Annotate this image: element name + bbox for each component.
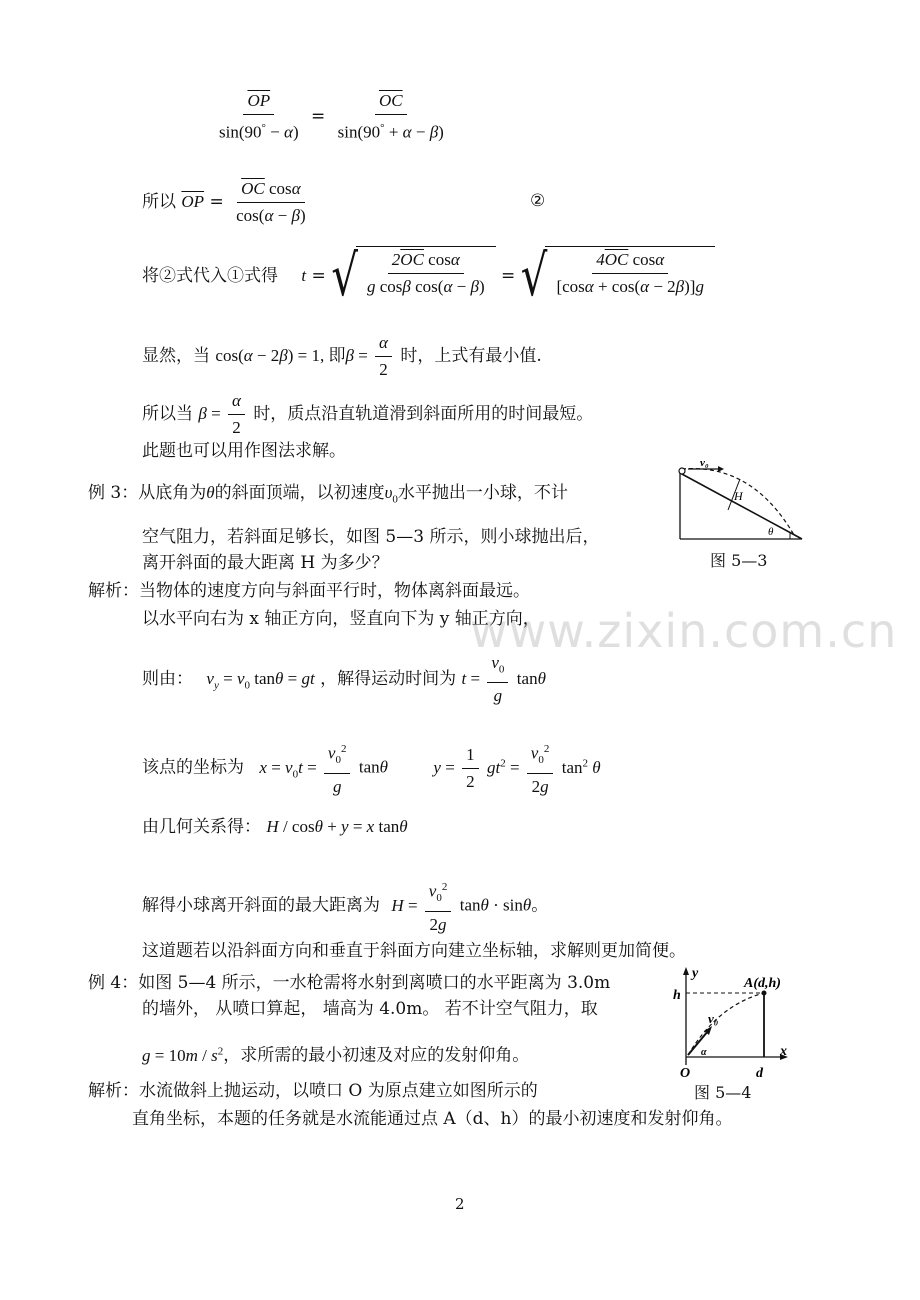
formula-minimum: 显然，当 cos(α − 2β) = 1, 即β = $\frac{\alpha}{2}$ 时，上式有最小值. <box>142 333 542 379</box>
formula-sine-rule: $\frac{\overline{OP}}{\sin(90^\circ - \alpha)}$ = $\frac{\overline{OC}}{\sin(90^\circ + \alpha - \beta)}$ <box>219 91 444 142</box>
text-shi2: 时，质点沿直轨道滑到斜面所用的时间最短。 <box>253 404 594 424</box>
fig3-theta-label: θ <box>768 526 774 538</box>
fig3-incline <box>680 473 802 539</box>
watermark: www.zixin.com.cn <box>470 604 898 658</box>
jx4-text1: 水流做斜上抛运动，以喷口 O 为原点建立如图所示的 <box>139 1081 538 1101</box>
formula-coordinates: 该点的坐标为 $x = v_0t$ = $\frac{v_0^2}{g}$ tanθ y = $\frac{1}{2}$ $gt^2$ = $\frac{v_0^2}{2g}$ $\tan^2 \theta$ <box>142 738 601 798</box>
fig4-h-label: h <box>673 988 681 1003</box>
ex4-text3: ，求所需的最小初速及对应的发射仰角。 <box>223 1045 530 1066</box>
jx3-label: 解析： <box>88 581 139 601</box>
figure-5-4-caption: 图 5—4 <box>694 1083 752 1102</box>
figure-5-4 <box>668 965 798 1083</box>
equation-number-2: ② <box>530 191 546 211</box>
fig3-v0-label: v₀ <box>700 457 709 469</box>
formula-time: 将②式代入①式得 t = √ $\frac{2\overline{OC} \cos\alpha}{\text{g cosβ cos(α − β)}}$ = √ $\frac{4\overline{OC} \cos\alpha}{[\cos\alpha + \cos(\alpha - 2\beta)]g}$ <box>142 246 715 306</box>
text-jiang: 将②式代入①式得 <box>142 266 278 286</box>
fig4-O-label: O <box>680 1066 691 1081</box>
text-zeyou: 则由： <box>142 669 193 690</box>
fig3-H-label: H <box>734 489 743 503</box>
text-shi1: 时，上式有最小值. <box>400 346 542 366</box>
fig3-ball <box>679 468 685 474</box>
figure-5-3 <box>672 455 807 547</box>
formula-geometry: 由几何关系得： H / cosθ + y = x tanθ <box>142 817 408 837</box>
example-4-line3: $g = 10m / s^2$，求所需的最小初速及对应的发射仰角。 <box>142 1045 530 1066</box>
fig4-x-label: x <box>780 1044 787 1059</box>
fig4-A-label: A(d,h) <box>744 976 781 991</box>
text-simpler-method: 这道题若以沿斜面方向和垂直于斜面方向建立坐标轴，求解则更加简便。 <box>142 941 686 961</box>
fig4-d-label: d <box>756 1066 763 1081</box>
text-xianran: 显然，当 <box>142 346 210 366</box>
text-jiede2-end: 。 <box>531 895 549 916</box>
formula-conclusion: 所以当 β = $\frac{\alpha}{2}$ 时，质点沿直轨道滑到斜面所用的时间最短。 <box>142 391 594 437</box>
text-suoyidang: 所以当 <box>142 404 193 424</box>
page-number: 2 <box>455 1195 465 1213</box>
ex3-text-c: 水平抛出一小球，不计 <box>397 483 568 503</box>
formula-max-distance: 解得小球离开斜面的最大距离为 H = $\frac{v_0^2}{2g}$ tanθ · sinθ。 <box>142 876 548 936</box>
fig4-y-label: y <box>692 966 699 981</box>
ex3-label: 例 3： <box>88 483 139 503</box>
text-jiede: ，解得运动时间为 <box>320 669 457 690</box>
figure-5-3-caption: 图 5—3 <box>710 551 768 570</box>
ex3-text-a: 从底角为 <box>138 483 207 503</box>
text-youjihe: 由几何关系得： <box>142 817 261 837</box>
fig4-alpha-label: α <box>701 1047 707 1058</box>
example-4-line1 <box>88 972 610 994</box>
example-4-line2: 的墙外， 从喷口算起， 墙高为 4.0m。 若不计空气阻力，取 <box>142 999 598 1019</box>
fig4-y-arrow <box>683 967 689 975</box>
example-3-line1: 例 3：从底角为θ的斜面顶端，以初速度$\upsilon_0$水平抛出一小球，不计 <box>88 483 568 506</box>
analysis-3-line2: 以水平向右为 x 轴正方向，竖直向下为 y 轴正方向， <box>142 609 540 629</box>
analysis-4-line1 <box>88 1080 538 1102</box>
analysis-4-line2: 直角坐标，本题的任务就是水流能通过点 A（d、h）的最小初速度和发射仰角。 <box>132 1109 733 1129</box>
formula-op: 所以 $\overline{OP}$ = $\frac{\overline{OC} \cos\alpha}{\cos(\alpha - \beta)}$ <box>142 179 306 225</box>
example-3-line2: 空气阻力，若斜面足够长，如图 5—3 所示，则小球抛出后， <box>142 527 600 547</box>
text-graphic-method: 此题也可以用作图法求解。 <box>142 441 346 461</box>
fig3-arrowhead <box>718 466 724 472</box>
text-suoyi: 所以 <box>142 192 176 212</box>
ex3-text-b: 的斜面顶端，以初速度 <box>214 483 385 503</box>
analysis-3-line1 <box>88 580 530 602</box>
text-gaidian: 该点的坐标为 <box>142 757 244 778</box>
example-3-line3: 离开斜面的最大距离 H 为多少？ <box>142 553 389 573</box>
fig4-trajectory <box>688 993 764 1055</box>
text-jiede2: 解得小球离开斜面的最大距离为 <box>142 895 380 916</box>
jx4-label: 解析： <box>88 1081 139 1101</box>
formula-vy: 则由： $v_y = v_0$ tanθ = gt ，解得运动时间为 t = $\frac{v_0}{g}$ tanθ <box>142 653 546 706</box>
fig4-point-A <box>762 991 767 996</box>
fig4-v0-label: v₀ <box>708 1011 719 1026</box>
ex4-label: 例 4： <box>88 973 139 993</box>
ex4-text1: 如图 5—4 所示，一水枪需将水射到离喷口的水平距离为 3.0m <box>138 973 611 993</box>
jx3-text: 当物体的速度方向与斜面平行时，物体离斜面最远。 <box>139 581 530 601</box>
